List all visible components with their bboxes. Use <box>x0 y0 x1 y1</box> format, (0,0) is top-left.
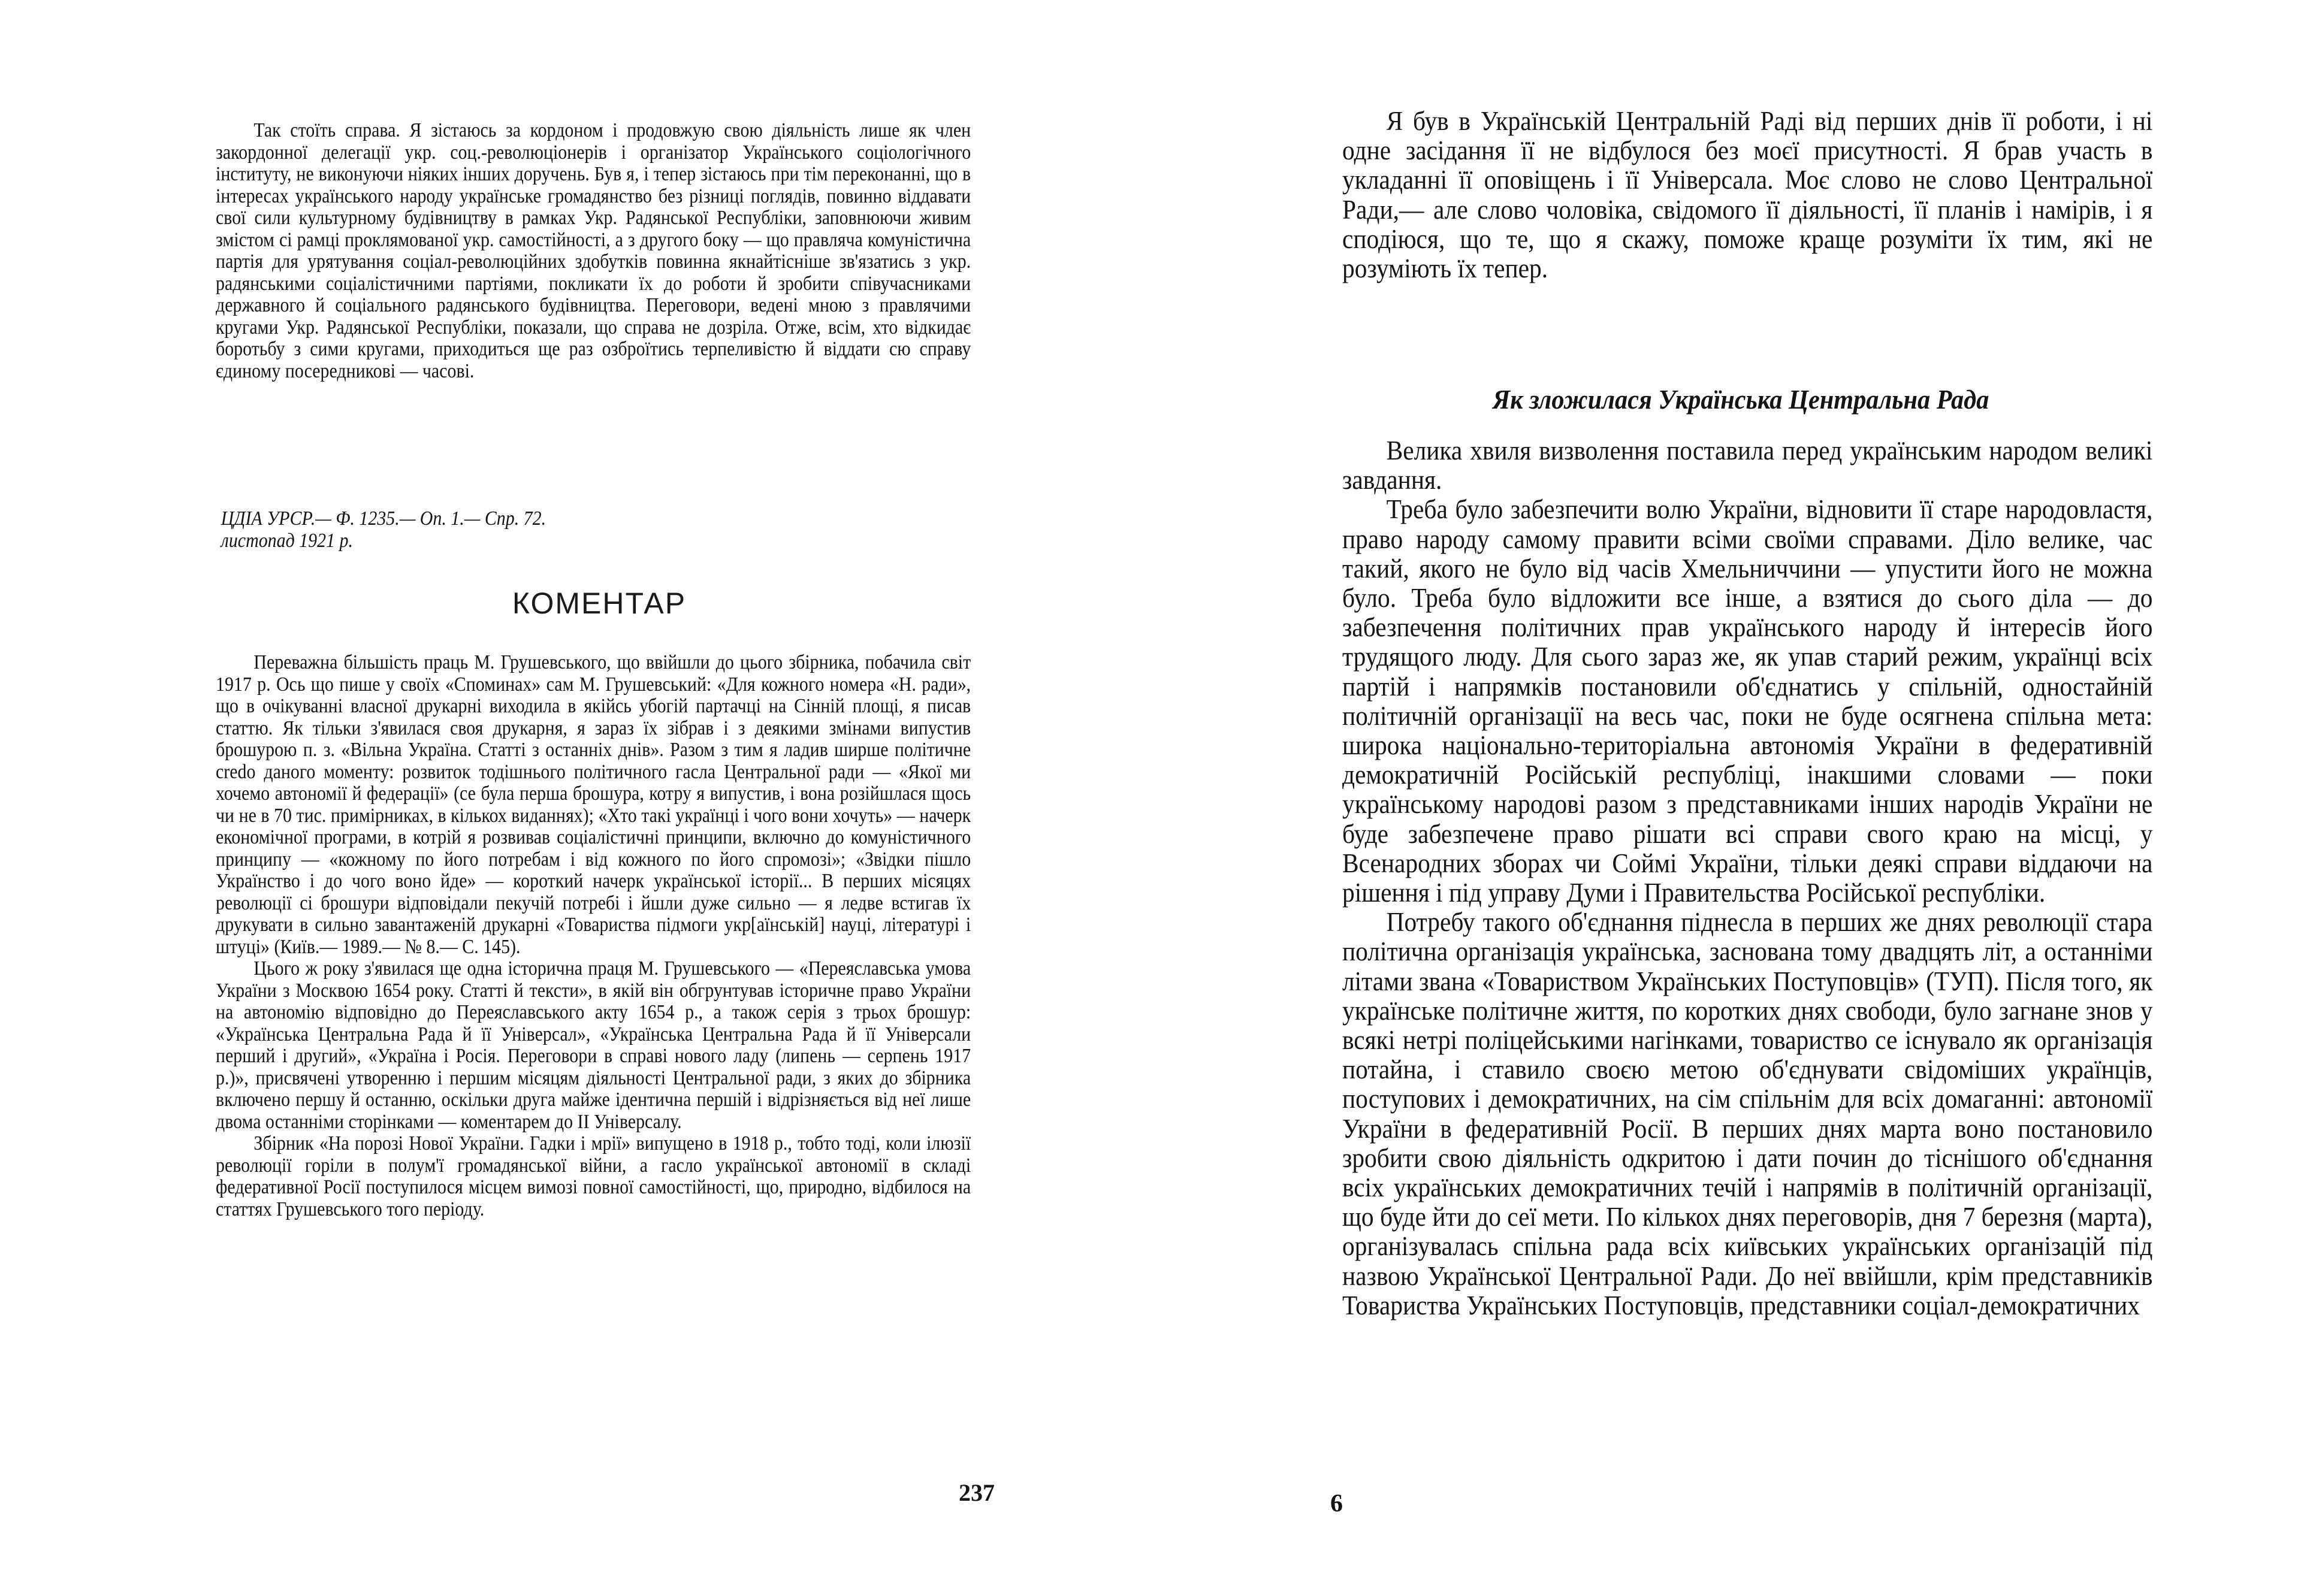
intro-paragraph: Я був в Українській Центральній Раді від перших днів її роботи, і ні одне засідання її не відбулося без моєї присутності. Я брав участь в укладанні її оповіщень і її Універсала. Моє слово не слово Центральної Ради,— але слово чоловіка, свідомого її діяльності, її планів і намірів, і я сподіюся, що те, що я скажу, поможе краще розуміти їх тим, які не розуміють їх тепер. <box>1342 106 2153 284</box>
archive-reference: ЦДІА УРСР.— Ф. 1235.— Оп. 1.— Спр. 72. <box>221 507 546 530</box>
commentary-heading: КОМЕНТАР <box>512 587 687 620</box>
commentary-paragraph: Збірник «На порозі Нової України. Гадки і мрії» випущено в 1918 р., тобто тоді, коли ілюзії революції горіли в полум'ї громадянської війни, а гасло української автономії в складі федеративної Росії поступилося місцем вимозі повної самостійності, що, природно, відбилося на статтях Грушевського того періоду. <box>216 1132 971 1220</box>
section-text <box>1342 436 2152 1320</box>
letter-text <box>216 120 971 382</box>
section-paragraph: Потребу такого об'єднання піднесла в перших же днях революції стара політична організація українська, заснована тому двадцять літ, а останніми літами звана «Товариством Українських Поступовців» (ТУП). Після того, як українське політичне життя, по коротких днях свободи, було загнане знов у всякі нетрі поліцейськими нагінками, товариство се існувало як організація потайна, і ставило своєю метою об'єднувати свідоміших українців, поступових і демократичних, на сім спільнім для всіх домаганні: автономії України в федеративній Росії. В перших днях марта воно постановило зробити свою діяльність одкритою і дати почин до тіснішого об'єднання всіх українських демократичних течій і напрямів в політичній організації, що буде йти до сеї мети. По кількох днях переговорів, дня 7 березня (марта), організувалась спільна рада всіх київських українських організацій під назвою Української Центральної Ради. До неї ввійшли, крім представників Товариства Українських Поступовців, представники соціал-демократичних <box>1342 907 2153 1320</box>
section-paragraph: Велика хвиля визволення поставила перед українським народом великі завдання. <box>1342 436 2153 495</box>
intro-text <box>1342 107 2152 283</box>
left-page <box>0 0 1150 1596</box>
commentary-paragraph: Переважна більшість праць М. Грушевського, що ввійшли до цього збірника, побачила світ 1917 р. Ось що пише у своїх «Споминах» сам М. Грушевський: «Для кожного номера «Н. ради», що в очікуванні власної друкарні виходила в якійсь убогій партачці на Сінній площі, я писав статтю. Як тільки з'явилася своя друкарня, я зараз їх зібрав і з деякими змінами випустив брошурою п. з. «Вільна Україна. Статті з останніх днів». Разом з тим я ладив ширше політичне credo даного моменту: розвиток тодішнього політичного гасла Центральної ради — «Якої ми хочемо автономії й федерації» (се була перша брошура, котру я випустив, і вона розійшлася щось чи не в 70 тис. примірниках, в кількох виданнях); «Хто такі українці і чого вони хочуть» — начерк економічної програми, в котрій я розвивав соціалістичні принципи, включно до комуністичного принципу — «кожному по його потребам і від кожного по його спромозі»; «Звідки пішло Українство і до чого воно йде» — короткий начерк української історії... В перших місяцях революції сі брошури відповідали пекучій потребі і йшли дуже сильно — я ледве встигав їх друкувати в сильно завантаженій друкарні «Товариства підмоги укр[аїнській] науці, літературі і штуці» (Київ.— 1989.— № 8.— С. 145). <box>216 651 971 958</box>
commentary-text <box>216 652 971 1220</box>
section-heading: Як зложилася Українська Центральна Рада <box>1492 384 1989 415</box>
page-number-right: 6 <box>1330 1490 1343 1518</box>
letter-paragraph: Так стоїть справа. Я зістаюсь за кордоном і продовжую свою діяльність лише як член закордонної делегації укр. соц.-революціонерів і організатор Українського соціологічного інституту, не виконуючи ніяких інших доручень. Був я, і тепер зістаюсь при тім переконанні, що в інтересах українського народу українське громадянство без різниці поглядів, повинно віддавати свої сили культурному будівництву в рамках Укр. Радянської Республіки, заповнюючи живим змістом сі рамці проклямованої укр. самостійності, а з другого боку — що правляча комуністична партія для урятування соціал-революційних здобутків повинна якнайтісніше зв'язатись з укр. радянськими соціалістичними партіями, покликати їх до роботи й зробити співучасниками державного й соціального радянського будівництва. Переговори, ведені мною з правлячими кругами Укр. Радянської Республіки, показали, що справа не дозріла. Отже, всім, хто відкидає боротьбу з сими кругами, приходиться ще раз озброїтись терпеливістю й віддати сю справу єдиному посередникові — часові. <box>216 119 971 382</box>
archive-source <box>216 508 971 552</box>
archive-date: листопад 1921 р. <box>221 529 353 552</box>
right-page <box>1150 0 2301 1596</box>
page-number-left: 237 <box>959 1479 995 1506</box>
section-paragraph: Треба було забезпечити волю України, відновити її старе народовластя, право народу самому правити всіми своїми справами. Діло велике, час такий, якого не було від часів Хмельниччини — упустити його не можна було. Треба було відложити все інше, а взятися до сього діла — до забезпечення політичних прав українського народу й інтересів його трудящого люду. Для сього зараз же, як упав старий режим, українці всіх партій і напрямків постановили об'єднатись у спільній, одностайній політичній організації на весь час, поки не буде осягнена спільна мета: широка національно-територіальна автономія України в федеративній демократичній Російській республіці, інакшими словами — поки українському народові разом з представниками інших народів України не буде забезпечене право рішати всі справи свого краю на місці, у Всенародних зборах чи Соймі України, тільки деякі справи віддаючи на рішення і під управу Думи і Правительства Російської республіки. <box>1342 494 2153 908</box>
commentary-paragraph: Цього ж року з'явилася ще одна історична праця М. Грушевського — «Переяславська умова України з Москвою 1654 року. Статті й тексти», в якій він обгрунтував історичне право України на автономію відповідно до Переяславського акту 1654 р., а також серія з трьох брошур: «Українська Центральна Рада й її Універсал», «Українська Центральна Рада й її Універсали перший і другий», «Україна і Росія. Переговори в справі нового ладу (липень — серпень 1917 р.)», присвячені утворенню і першим місяцям діяльності Центральної ради, з яких до збірника включено першу й останню, оскільки друга майже ідентична першій і відрізняється від неї лише двома останніми сторінками — коментарем до II Універсалу. <box>216 957 971 1133</box>
